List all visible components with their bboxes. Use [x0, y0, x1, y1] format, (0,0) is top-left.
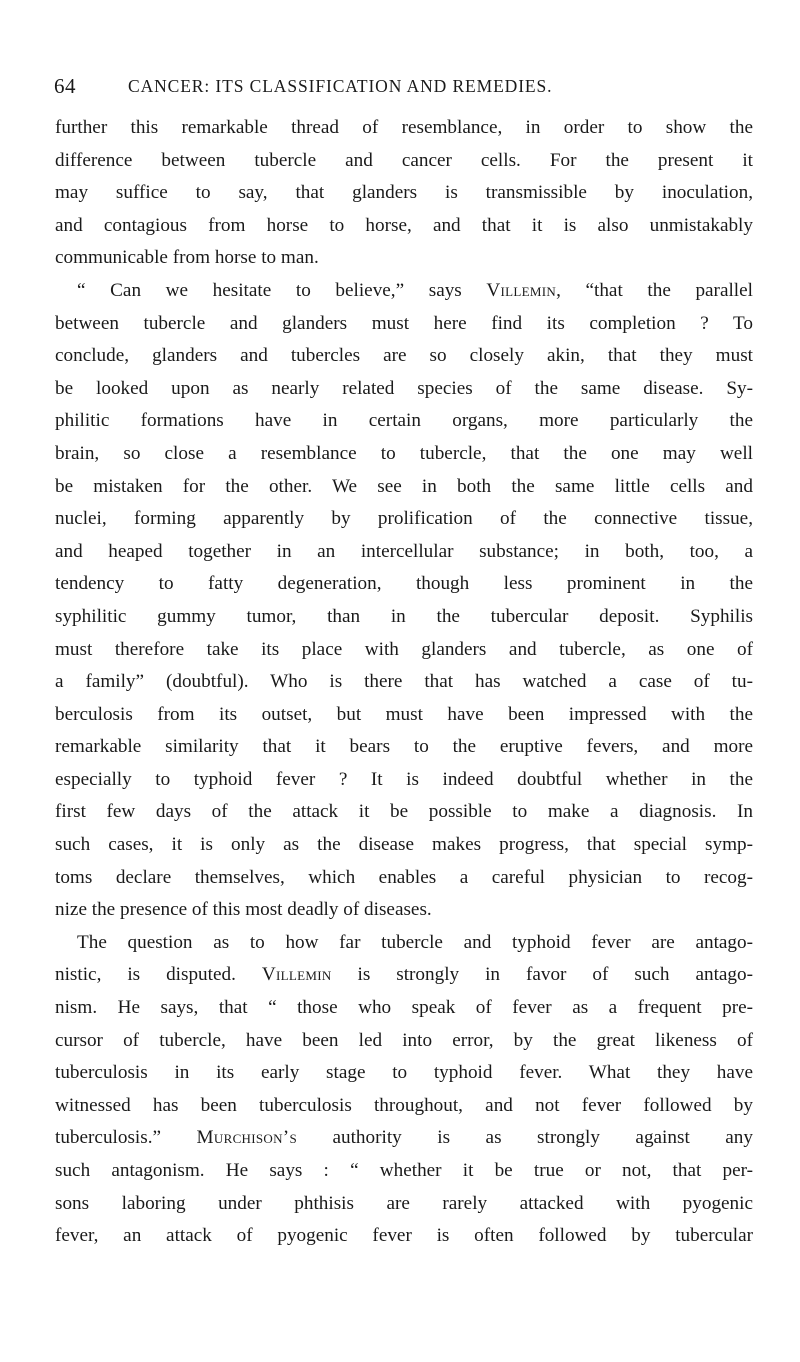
text-segment: , “that the parallel — [556, 279, 753, 301]
text-line: nize the presence of this most deadly of diseases. — [55, 899, 432, 921]
body-text — [55, 112, 753, 1253]
text-line — [55, 959, 753, 992]
text-segment: tuberculosis.” — [55, 1127, 197, 1149]
text-line: further this remarkable thread of resemblance, in order to show the — [55, 117, 753, 138]
text-line: sons laboring under phthisis are rarely attacked with pyogenic — [55, 1192, 753, 1214]
text-line: between tubercle and glanders must here find its completion ? To — [55, 312, 753, 334]
text-line: remarkable similarity that it bears to the eruptive fevers, and more — [55, 736, 753, 758]
text-line — [55, 1122, 753, 1155]
page-number: 64 — [54, 74, 76, 98]
text-line: conclude, glanders and tubercles are so closely akin, that they must — [55, 345, 753, 367]
text-line: tendency to fatty degeneration, though less prominent in the — [55, 573, 753, 595]
text-line: nism. He says, that “ those who speak of fever as a frequent pre- — [55, 997, 753, 1019]
text-line: communicable from horse to man. — [55, 247, 319, 269]
text-line: The question as to how far tubercle and typhoid fever are antago- — [77, 931, 753, 953]
text-line: be looked upon as nearly related species of the same disease. Sy- — [55, 377, 753, 399]
text-line: syphilitic gummy tumor, than in the tubercular deposit. Syphilis — [55, 605, 753, 627]
text-line: tuberculosis in its early stage to typhoid fever. What they have — [55, 1062, 753, 1084]
text-line — [55, 275, 753, 308]
text-line: be mistaken for the other. We see in both the same little cells and — [55, 475, 753, 497]
author-name: Murchison’s — [196, 1127, 297, 1149]
author-name: Villemin — [261, 964, 332, 986]
text-line: first few days of the attack it be possible to make a diagnosis. In — [55, 801, 753, 823]
text-line: must therefore take its place with glanders and tubercle, as one of — [55, 638, 753, 660]
text-line: philitic formations have in certain organs, more particularly the — [55, 410, 753, 432]
text-line: such cases, it is only as the disease makes progress, that special symp- — [55, 834, 753, 856]
text-line: witnessed has been tuberculosis throughout, and not fever followed by — [55, 1094, 753, 1116]
text-line: fever, an attack of pyogenic fever is often followed by tubercular — [55, 1225, 753, 1247]
text-line: brain, so close a resemblance to tubercle, that the one may well — [55, 442, 753, 464]
text-line: difference between tubercle and cancer cells. For the present it — [55, 149, 753, 171]
text-line: nuclei, forming apparently by prolification of the connective tissue, — [55, 508, 753, 530]
running-head: CANCER: ITS CLASSIFICATION AND REMEDIES. — [128, 76, 553, 96]
text-segment: authority is as strongly against any — [296, 1127, 753, 1149]
text-segment: is strongly in favor of such antago- — [331, 964, 753, 986]
text-segment: “ Can we hesitate to believe,” says — [77, 279, 487, 301]
text-line: may suffice to say, that glanders is transmissible by inoculation, — [55, 182, 753, 204]
page-header — [54, 74, 754, 104]
text-line: such antagonism. He says : “ whether it be true or not, that per- — [55, 1160, 753, 1181]
text-line: and contagious from horse to horse, and that it is also unmistakably — [55, 214, 753, 236]
text-line: especially to typhoid fever ? It is indeed doubtful whether in the — [55, 768, 753, 790]
author-name: Villemin — [486, 279, 557, 301]
text-line: a family” (doubtful). Who is there that has watched a case of tu- — [55, 671, 753, 693]
text-line: and heaped together in an intercellular substance; in both, too, a — [55, 540, 753, 562]
text-line: berculosis from its outset, but must have been impressed with the — [55, 703, 753, 725]
text-segment: nistic, is disputed. — [55, 964, 262, 986]
text-line: cursor of tubercle, have been led into error, by the great likeness of — [55, 1029, 753, 1051]
text-line: toms declare themselves, which enables a careful physician to recog- — [55, 866, 753, 888]
